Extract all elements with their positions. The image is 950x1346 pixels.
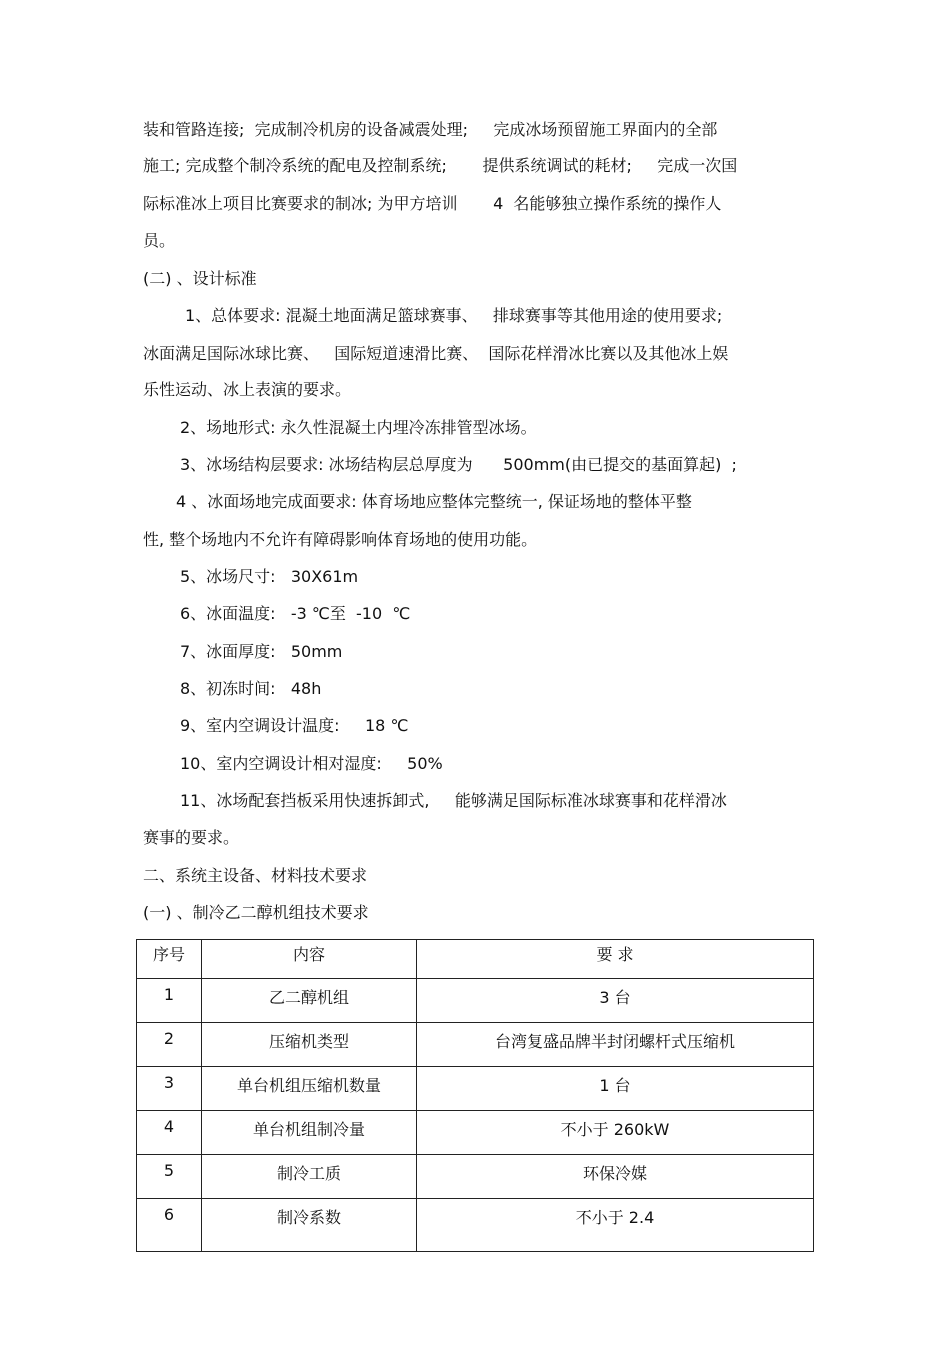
paragraph-line: 际标准冰上项目比赛要求的制冰; 为甲方培训 4 名能够独立操作系统的操作人	[143, 194, 722, 213]
table-cell: 不小于 2.4	[417, 1199, 814, 1252]
table-header-cell: 要 求	[417, 940, 814, 979]
paragraph-line: 7、冰面厚度: 50mm	[180, 642, 343, 661]
spec-table	[136, 939, 814, 1252]
paragraph-line: 3、冰场结构层要求: 冰场结构层总厚度为 500mm(由已提交的基面算起) ;	[180, 455, 737, 474]
paragraph-line: 5、冰场尺寸: 30X61m	[180, 567, 359, 586]
table-cell: 台湾复盛品牌半封闭螺杆式压缩机	[417, 1023, 814, 1067]
subsection-heading-glycol-unit: (一) 、制冷乙二醇机组技术要求	[143, 903, 369, 922]
paragraph-line: 8、初冻时间: 48h	[180, 679, 322, 698]
paragraph-line: 施工; 完成整个制冷系统的配电及控制系统; 提供系统调试的耗材; 完成一次国	[143, 156, 738, 175]
table-header-row	[137, 940, 814, 979]
table-cell: 1	[137, 979, 202, 1023]
paragraph-line: 1、总体要求: 混凝土地面满足篮球赛事、 排球赛事等其他用途的使用要求;	[185, 306, 723, 325]
table-row	[137, 1155, 814, 1199]
table-cell: 6	[137, 1199, 202, 1252]
table-header-cell: 序号	[137, 940, 202, 979]
paragraph-line: 4 、冰面场地完成面要求: 体育场地应整体完整统一, 保证场地的整体平整	[176, 492, 692, 511]
table-row	[137, 979, 814, 1023]
table-cell: 乙二醇机组	[202, 979, 417, 1023]
paragraph-line: 赛事的要求。	[143, 828, 240, 847]
paragraph-line: 员。	[143, 231, 176, 250]
paragraph-line: 乐性运动、冰上表演的要求。	[143, 380, 352, 399]
table-cell: 单台机组制冷量	[202, 1111, 417, 1155]
table-cell: 1 台	[417, 1067, 814, 1111]
table-row	[137, 1111, 814, 1155]
table-cell: 制冷系数	[202, 1199, 417, 1252]
section-heading-equipment: 二、系统主设备、材料技术要求	[143, 866, 368, 885]
paragraph-line: 冰面满足国际冰球比赛、 国际短道速滑比赛、 国际花样滑冰比赛以及其他冰上娱	[143, 344, 729, 363]
paragraph-line: 性, 整个场地内不允许有障碍影响体育场地的使用功能。	[143, 530, 538, 549]
table-row	[137, 1023, 814, 1067]
paragraph-line: 9、室内空调设计温度: 18 ℃	[180, 716, 409, 735]
table-row	[137, 1067, 814, 1111]
table-cell: 压缩机类型	[202, 1023, 417, 1067]
paragraph-line: 6、冰面温度: -3 ℃至 -10 ℃	[180, 604, 411, 623]
table-cell: 制冷工质	[202, 1155, 417, 1199]
paragraph-line: 2、场地形式: 永久性混凝土内埋冷冻排管型冰场。	[180, 418, 537, 437]
paragraph-line: 11、冰场配套挡板采用快速拆卸式, 能够满足国际标准冰球赛事和花样滑冰	[180, 791, 727, 810]
table-cell: 3 台	[417, 979, 814, 1023]
paragraph-line: 10、室内空调设计相对湿度: 50%	[180, 754, 443, 773]
table-header-cell: 内容	[202, 940, 417, 979]
table-cell: 4	[137, 1111, 202, 1155]
table-cell: 单台机组压缩机数量	[202, 1067, 417, 1111]
section-heading-design-standards: (二) 、设计标准	[143, 269, 257, 288]
table-cell: 不小于 260kW	[417, 1111, 814, 1155]
table-row	[137, 1199, 814, 1252]
table-cell: 5	[137, 1155, 202, 1199]
table-cell: 环保冷媒	[417, 1155, 814, 1199]
table-cell: 3	[137, 1067, 202, 1111]
paragraph-line: 装和管路连接; 完成制冷机房的设备减震处理; 完成冰场预留施工界面内的全部	[143, 120, 718, 139]
table-cell: 2	[137, 1023, 202, 1067]
